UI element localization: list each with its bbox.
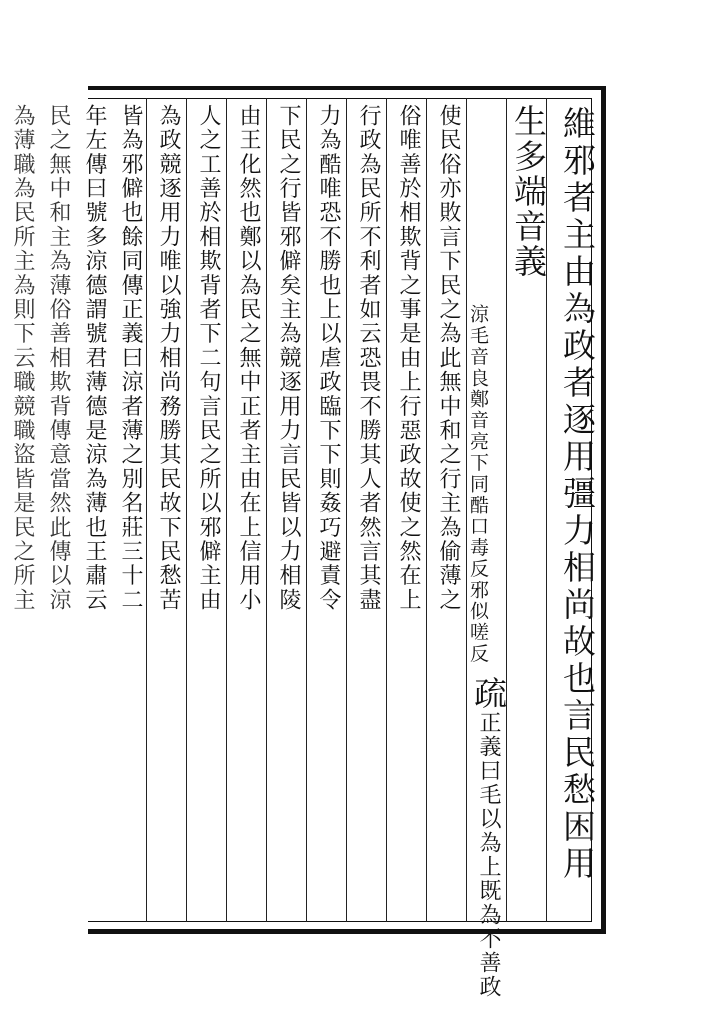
column-rule xyxy=(266,98,267,922)
commentary-column: 俗唯善於相欺背之事是由上行惡政故使之然在上 xyxy=(396,104,421,613)
yinyi-gloss: 涼毛音良鄭音亮下同酷口毒反邪似嗟反 xyxy=(467,304,489,665)
main-text-column: 維邪者主由為政者逐用彊力相尚故也言民愁困用 xyxy=(558,106,597,883)
commentary-column: 皆為邪僻也餘同傳正義曰涼者薄之別名莊三十二 xyxy=(118,104,143,613)
column-rule xyxy=(186,98,187,922)
yinyi-label: 音義 xyxy=(509,209,548,279)
column-rule xyxy=(506,98,507,922)
annotation-head: 生多端 xyxy=(509,104,548,209)
column-rule xyxy=(346,98,347,922)
column-rule xyxy=(306,98,307,922)
commentary-column: 人之工善於相欺背者下二句言民之所以邪僻主由 xyxy=(196,104,221,613)
commentary-column: 民之無中和主為薄俗善相欺背傳意當然此傳以涼 xyxy=(46,104,71,613)
column-rule xyxy=(426,98,427,922)
column-rule xyxy=(226,98,227,922)
column-rule xyxy=(386,98,387,922)
shu-block xyxy=(469,676,508,999)
commentary-column: 年左傳曰號多涼德謂號君薄德是涼為薄也王肅云 xyxy=(82,104,107,613)
book-page xyxy=(10,86,606,999)
commentary-column: 為政競逐用力唯以強力相尚務勝其民故下民愁苦 xyxy=(156,104,181,613)
column-rule xyxy=(146,98,147,922)
commentary-column-cut: 為薄職為民所主為則下云職競職盜皆是民之所主 xyxy=(10,104,35,613)
shu-label: 疏 xyxy=(469,676,508,711)
commentary-column: 行政為民所不利者如云恐畏不勝其人者然言其盡 xyxy=(356,104,381,613)
annotation-column xyxy=(509,104,548,924)
commentary-column: 使民俗亦敗言下民之為此無中和之行主為偷薄之 xyxy=(436,104,461,613)
shu-text: 正義曰毛以為上既為不善政 xyxy=(476,711,501,999)
commentary-column: 下民之行皆邪僻矣主為競逐用力言民皆以力相陵 xyxy=(276,104,301,613)
commentary-column: 力為酷唯恐不勝也上以虐政臨下下則姦巧避責令 xyxy=(316,104,341,613)
commentary-column: 由王化然也鄭以為民之無中正者主由在上信用小 xyxy=(236,104,261,613)
